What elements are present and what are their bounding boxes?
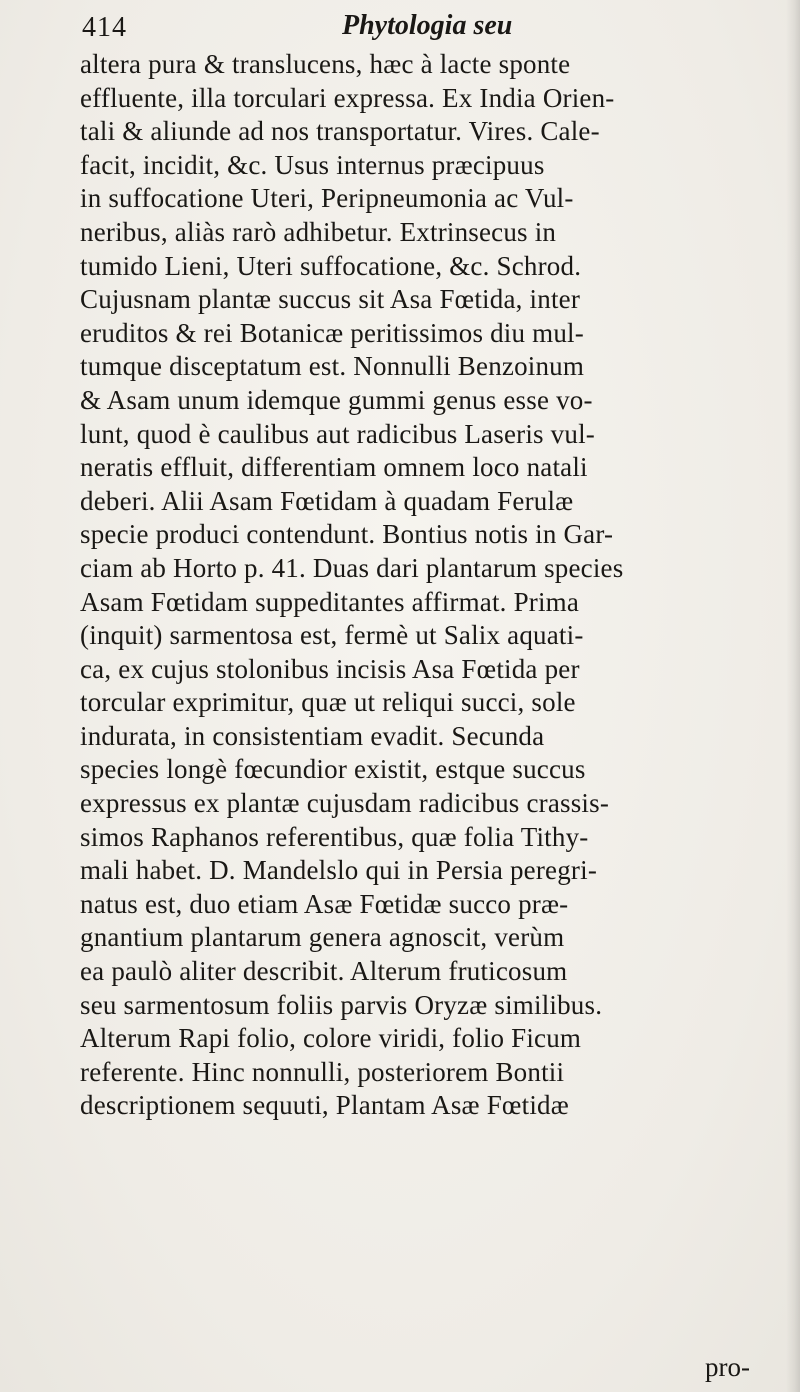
text-line: simos Raphanos referentibus, quæ folia Tithy- (80, 821, 589, 852)
running-head: Phytologia seu (342, 10, 513, 41)
text-line: facit, incidit, &c. Usus internus præcipuus (80, 149, 545, 180)
text-line: referente. Hinc nonnulli, posteriorem Bontii (80, 1056, 565, 1087)
text-line: specie produci contendunt. Bontius notis in Gar- (80, 519, 614, 550)
text-line: neribus, aliàs rarò adhibetur. Extrinsecus in (80, 216, 557, 247)
text-line: tumque disceptatum est. Nonnulli Benzoinum (80, 351, 585, 382)
text-line: Asam Fœtidam suppeditantes affirmat. Prima (80, 586, 580, 617)
text-line: Alterum Rapi folio, colore viridi, folio Ficum (80, 1023, 582, 1054)
page-header (82, 8, 702, 48)
text-line: expressus ex plantæ cujusdam radicibus crassis- (80, 788, 610, 819)
text-line: eruditos & rei Botanicæ peritissimos diu mul- (80, 317, 584, 348)
text-line: altera pura & translucens, hæc à lacte sponte (80, 49, 571, 79)
text-line: Cujusnam plantæ succus sit Asa Fœtida, inter (80, 284, 581, 315)
text-line: neratis effluit, differentiam omnem loco natali (80, 452, 588, 483)
text-line: ca, ex cujus stolonibus incisis Asa Fœtida per (80, 653, 580, 684)
body-text (80, 48, 785, 1123)
text-line: tali & aliunde ad nos transportatur. Vires. Cale- (80, 116, 600, 147)
text-line: & Asam unum idemque gummi genus esse vo- (80, 384, 593, 415)
text-line: seu sarmentosum foliis parvis Oryzæ similibus. (80, 989, 603, 1020)
text-line: species longè fœcundior existit, estque succus (80, 754, 586, 785)
text-line: in suffocatione Uteri, Peripneumonia ac Vul- (80, 183, 574, 214)
text-line: (inquit) sarmentosa est, fermè ut Salix aquati- (80, 620, 584, 651)
text-line: effluente, illa torculari expressa. Ex India Orien- (80, 82, 615, 113)
text-line: ciam ab Horto p. 41. Duas dari plantarum species (80, 552, 624, 583)
text-line: gnantium plantarum genera agnoscit, verùm (80, 922, 565, 953)
text-line: natus est, duo etiam Asæ Fœtidæ succo præ- (80, 888, 569, 919)
text-line: deberi. Alii Asam Fœtidam à quadam Ferulæ (80, 485, 574, 516)
text-line: mali habet. D. Mandelslo qui in Persia peregri- (80, 855, 598, 886)
page-number: 414 (82, 12, 127, 43)
catchword: pro- (705, 1352, 750, 1382)
text-line: descriptionem sequuti, Plantam Asæ Fœtidæ (80, 1090, 569, 1121)
text-line: indurata, in consistentiam evadit. Secunda (80, 720, 545, 751)
text-line: tumido Lieni, Uteri suffocatione, &c. Schrod. (80, 250, 582, 281)
text-line: torcular exprimitur, quæ ut reliqui succi, sole (80, 687, 576, 718)
page-gutter-shadow (786, 0, 800, 1392)
text-line: ea paulò aliter describit. Alterum fruticosum (80, 956, 568, 987)
text-line: lunt, quod è caulibus aut radicibus Laseris vul- (80, 418, 595, 449)
